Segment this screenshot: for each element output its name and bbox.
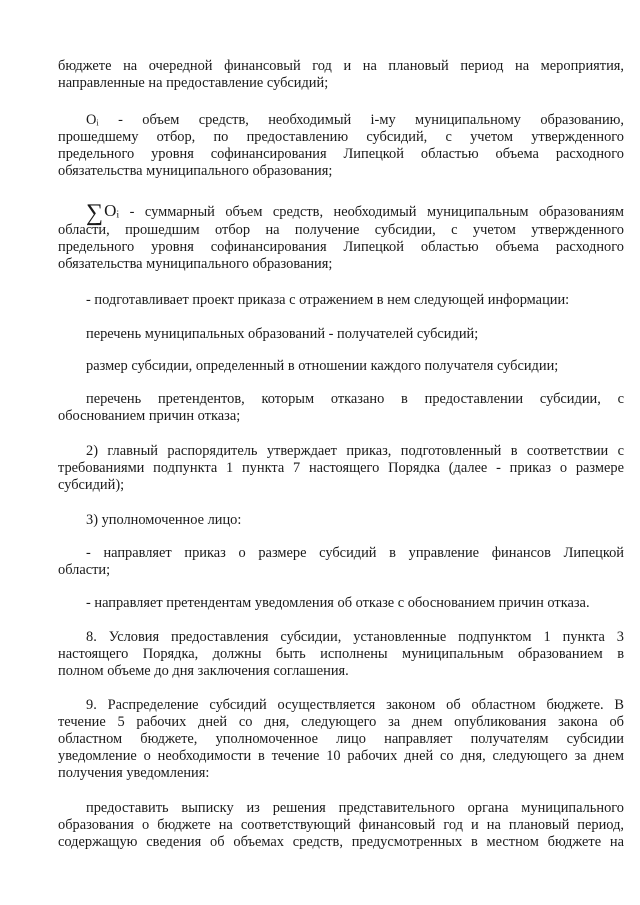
- text-line: обоснованием причин отказа;: [58, 408, 241, 424]
- paragraph-3: [58, 202, 624, 273]
- text-line: размер субсидии, определенный в отношении каждого получателя субсидии;: [86, 358, 559, 374]
- text-line: настоящего Порядка, должны быть исполнены муниципальным образованием в: [58, 646, 624, 662]
- text-line: обязательства муниципального образования;: [58, 256, 333, 272]
- text-line: образования о бюджете на соответствующий финансовый год и на плановый период,: [58, 817, 624, 833]
- formula-variable: Oᵢ: [104, 201, 120, 220]
- text-line: 8. Условия предоставления субсидии, установленные подпунктом 1 пункта 3: [86, 629, 624, 645]
- text-line: бюджете на очередной финансовый год и на плановый период на мероприятия,: [58, 58, 624, 74]
- text-line: 3) уполномоченное лицо:: [86, 512, 242, 528]
- text-line: перечень претендентов, которым отказано в предоставлении субсидии, с: [86, 391, 624, 407]
- text-line: обязательства муниципального образования;: [58, 163, 333, 179]
- text-line: - направляет приказ о размере субсидий в управление финансов Липецкой: [86, 545, 624, 561]
- text-line: предоставить выписку из решения представительного органа муниципального: [86, 800, 624, 816]
- paragraph-9: [58, 512, 624, 529]
- text-line: областном бюджете, уполномоченное лицо направляет получателям субсидии: [58, 731, 624, 747]
- text-line: [58, 200, 624, 226]
- text-line: перечень муниципальных образований - получателей субсидий;: [86, 326, 479, 342]
- text-line: полном объеме до дня заключения соглашения.: [58, 663, 349, 679]
- text-line: уведомление о необходимости в течение 10 рабочих дней со дня, следующего за днем: [58, 748, 624, 764]
- text-line: 2) главный распорядитель утверждает приказ, подготовленный в соответствии с: [86, 443, 624, 459]
- sigma-symbol: ∑: [86, 200, 104, 226]
- text-line: предельного уровня софинансирования Липецкой областью объема расходного: [58, 146, 624, 162]
- text-line: субсидий);: [58, 477, 125, 493]
- paragraph-10: [58, 545, 624, 579]
- text-line: - направляет претендентам уведомления об отказе с обоснованием причин отказа.: [86, 595, 590, 611]
- paragraph-13: [58, 697, 624, 782]
- text-fragment: - суммарный объем средств, необходимый муниципальным образованиям: [119, 204, 624, 220]
- paragraph-14: [58, 800, 624, 851]
- paragraph-8: [58, 443, 624, 494]
- text-line: направленные на предоставление субсидий;: [58, 75, 329, 91]
- text-line: - подготавливает проект приказа с отражением в нем следующей информации:: [86, 292, 570, 308]
- paragraph-12: [58, 629, 624, 680]
- paragraph-7: [58, 391, 624, 425]
- paragraph-2: [58, 112, 624, 180]
- text-line: получения уведомления:: [58, 765, 210, 781]
- paragraph-11: [58, 595, 624, 612]
- text-line: области, прошедшим отбор на получение субсидии, с учетом утвержденного: [58, 222, 624, 238]
- paragraph-5: [58, 326, 624, 343]
- text-line: области;: [58, 562, 111, 578]
- paragraph-1: [58, 58, 624, 92]
- paragraph-6: [58, 358, 624, 375]
- text-line: 9. Распределение субсидий осуществляется законом об областном бюджете. В: [86, 697, 624, 713]
- text-line: предельного уровня софинансирования Липецкой областью объема расходного: [58, 239, 624, 255]
- text-line: течение 5 рабочих дней со дня, следующего за днем опубликования закона об: [58, 714, 624, 730]
- text-line: Oᵢ - объем средств, необходимый i-му муниципальному образованию,: [86, 112, 624, 128]
- text-line: прошедшему отбор, по предоставлению субсидий, с учетом утвержденного: [58, 129, 624, 145]
- text-line: содержащую сведения об объемах средств, предусмотренных в местном бюджете на: [58, 834, 624, 850]
- paragraph-4: [58, 292, 624, 309]
- text-line: требованиями подпункта 1 пункта 7 настоящего Порядка (далее - приказ о размере: [58, 460, 624, 476]
